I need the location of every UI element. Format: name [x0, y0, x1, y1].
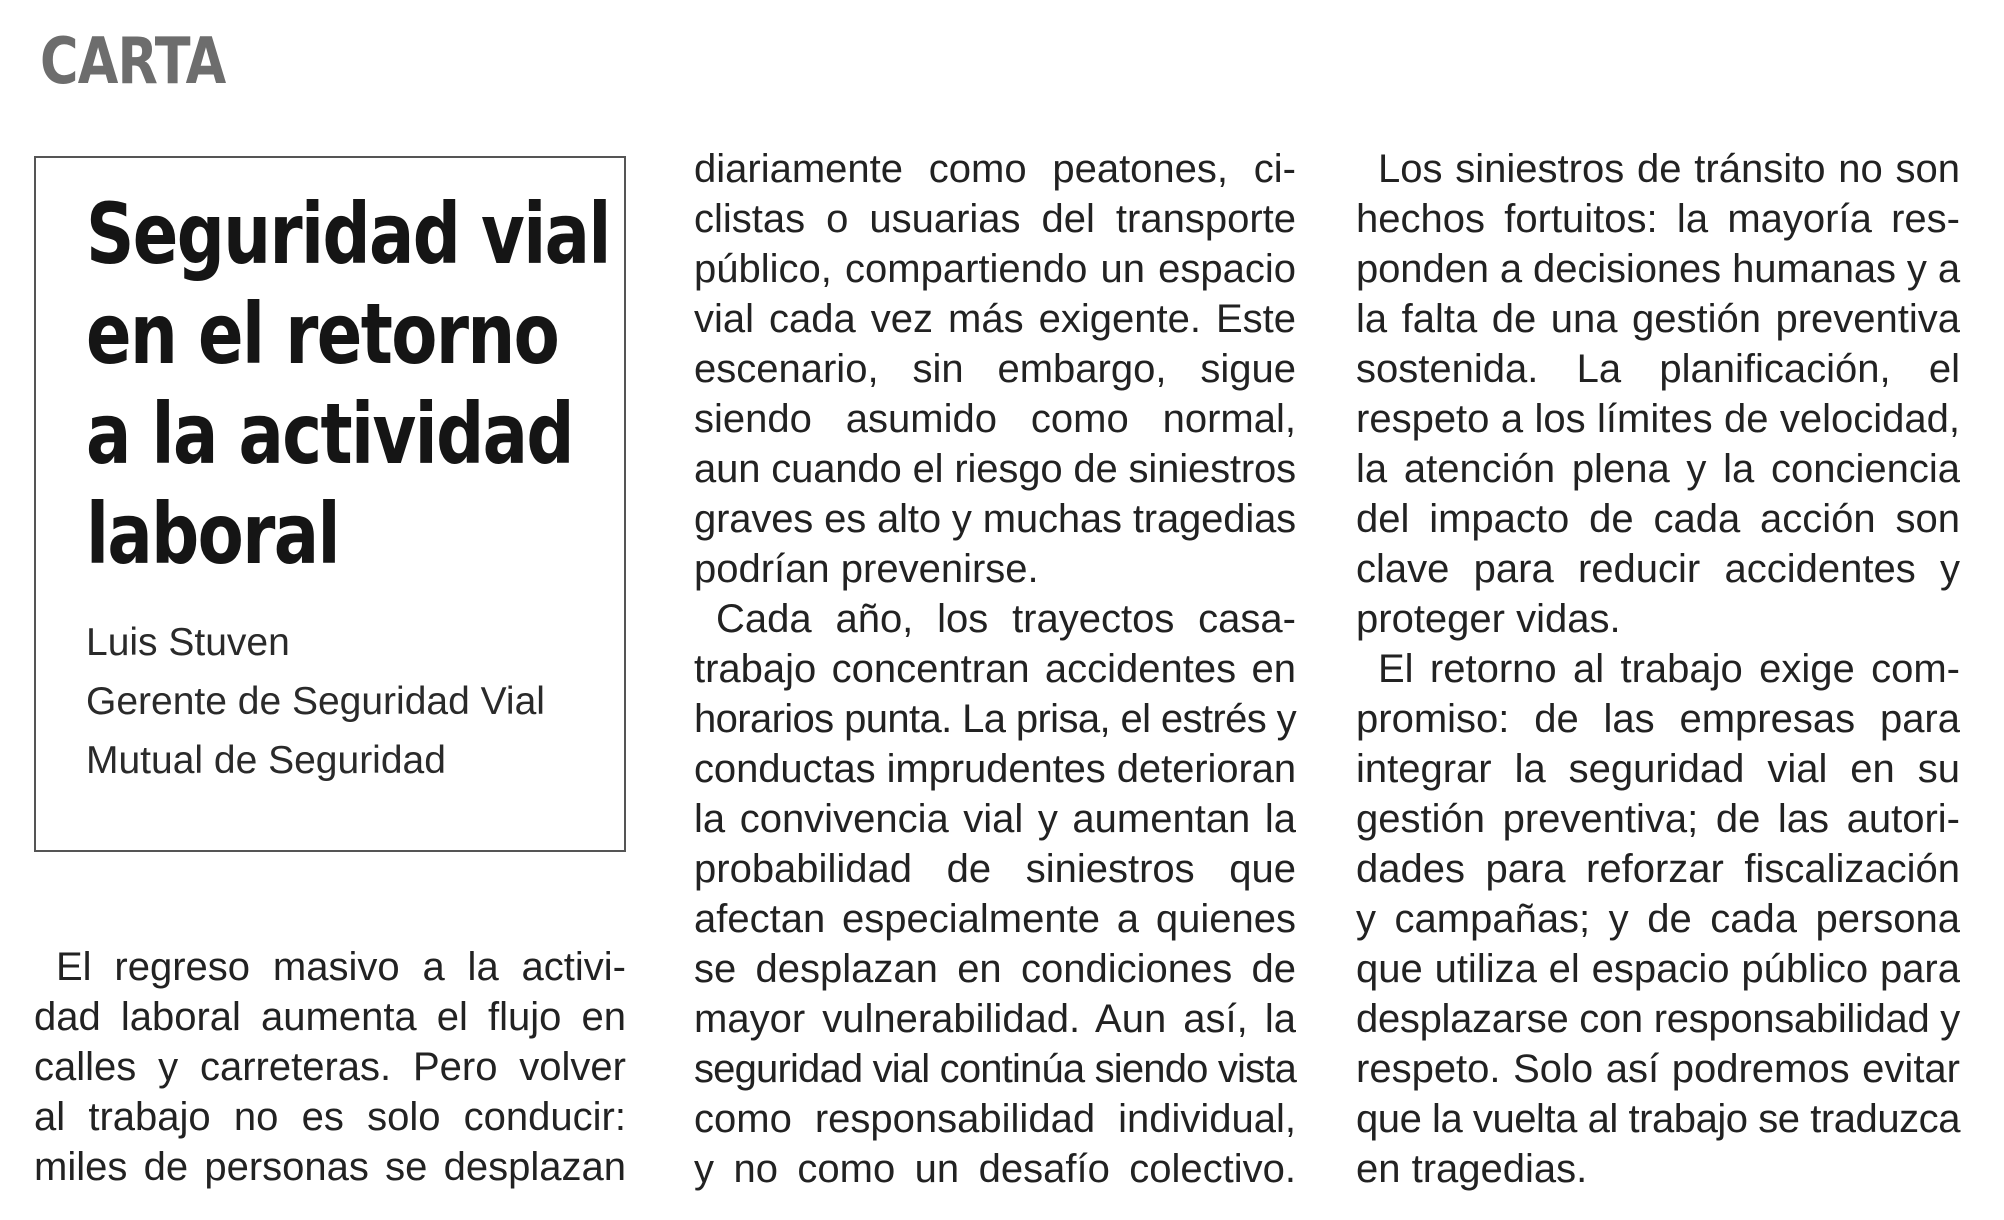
text-line: respeto a los límites de velocidad, [1356, 397, 1960, 441]
text-line: se desplazan en condiciones de [694, 947, 1296, 991]
text-line: dad laboral aumenta el flujo en [34, 995, 626, 1039]
text-line: Los siniestros de tránsito no son [1378, 147, 1960, 191]
text-line: promiso: de las empresas para [1356, 697, 1960, 741]
text-line: podrían prevenirse. [694, 547, 1039, 591]
headline-line: en el retorno [86, 285, 559, 383]
author-byline [86, 613, 545, 790]
text-line: probabilidad de siniestros que [694, 847, 1296, 891]
text-line: diariamente como peatones, ci- [694, 147, 1296, 191]
text-line: Cada año, los trayectos casa- [716, 597, 1296, 641]
text-line: público, compartiendo un espacio [694, 247, 1296, 291]
text-line: que la vuelta al trabajo se traduzca [1356, 1097, 1960, 1141]
text-line: gestión preventiva; de las autori- [1356, 797, 1960, 841]
author-role: Gerente de Seguridad Vial [86, 680, 545, 723]
text-line: siendo asumido como normal, [694, 397, 1296, 441]
text-line: la atención plena y la conciencia [1356, 447, 1960, 491]
text-line: miles de personas se desplazan [34, 1145, 626, 1189]
text-line: El retorno al trabajo exige com- [1378, 647, 1960, 691]
text-line: calles y carreteras. Pero volver [34, 1045, 626, 1089]
text-line: clave para reducir accidentes y [1356, 547, 1960, 591]
text-line: mayor vulnerabilidad. Aun así, la [694, 997, 1296, 1041]
text-line: hechos fortuitos: la mayoría res- [1356, 197, 1960, 241]
text-line: ponden a decisiones humanas y a [1356, 247, 1960, 291]
text-line: integrar la seguridad vial en su [1356, 747, 1960, 791]
text-line: del impacto de cada acción son [1356, 497, 1960, 541]
headline-line: Seguridad vial [86, 185, 610, 283]
text-line: afectan especialmente a quienes [694, 897, 1296, 941]
text-line: conductas imprudentes deterioran [694, 747, 1296, 791]
text-line: la convivencia vial y aumentan la [694, 797, 1296, 841]
body-column-1 [34, 942, 626, 1192]
text-line: en tragedias. [1356, 1147, 1588, 1191]
text-line: al trabajo no es solo conducir: [34, 1095, 626, 1139]
text-line: y campañas; y de cada persona [1356, 897, 1960, 941]
text-line: seguridad vial continúa siendo vista [694, 1047, 1296, 1091]
body-column-3 [1356, 144, 1960, 1194]
text-line: aun cuando el riesgo de siniestros [694, 447, 1296, 491]
text-line: vial cada vez más exigente. Este [694, 297, 1296, 341]
text-line: respeto. Solo así podremos evitar [1356, 1047, 1960, 1091]
author-organization: Mutual de Seguridad [86, 739, 446, 782]
text-line: El regreso masivo a la activi- [56, 945, 626, 989]
headline-line: a la actividad [86, 385, 573, 483]
text-line: clistas o usuarias del transporte [694, 197, 1296, 241]
text-line: horarios punta. La prisa, el estrés y [694, 697, 1296, 741]
text-line: como responsabilidad individual, [694, 1097, 1296, 1141]
author-name: Luis Stuven [86, 621, 290, 664]
text-line: trabajo concentran accidentes en [694, 647, 1296, 691]
text-line: y no como un desafío colectivo. [694, 1147, 1296, 1191]
section-label: CARTA [40, 25, 226, 99]
text-line: desplazarse con responsabilidad y [1356, 997, 1960, 1041]
headline-line: laboral [86, 485, 339, 583]
text-line: proteger vidas. [1356, 597, 1621, 641]
body-column-2 [694, 144, 1296, 1194]
text-line: que utiliza el espacio público para [1356, 947, 1960, 991]
headline [86, 184, 610, 584]
text-line: graves es alto y muchas tragedias [694, 497, 1297, 541]
text-line: dades para reforzar fiscalización [1356, 847, 1960, 891]
headline-box [34, 156, 626, 852]
text-line: sostenida. La planificación, el [1356, 347, 1960, 391]
text-line: la falta de una gestión preventiva [1356, 297, 1960, 341]
text-line: escenario, sin embargo, sigue [694, 347, 1296, 391]
